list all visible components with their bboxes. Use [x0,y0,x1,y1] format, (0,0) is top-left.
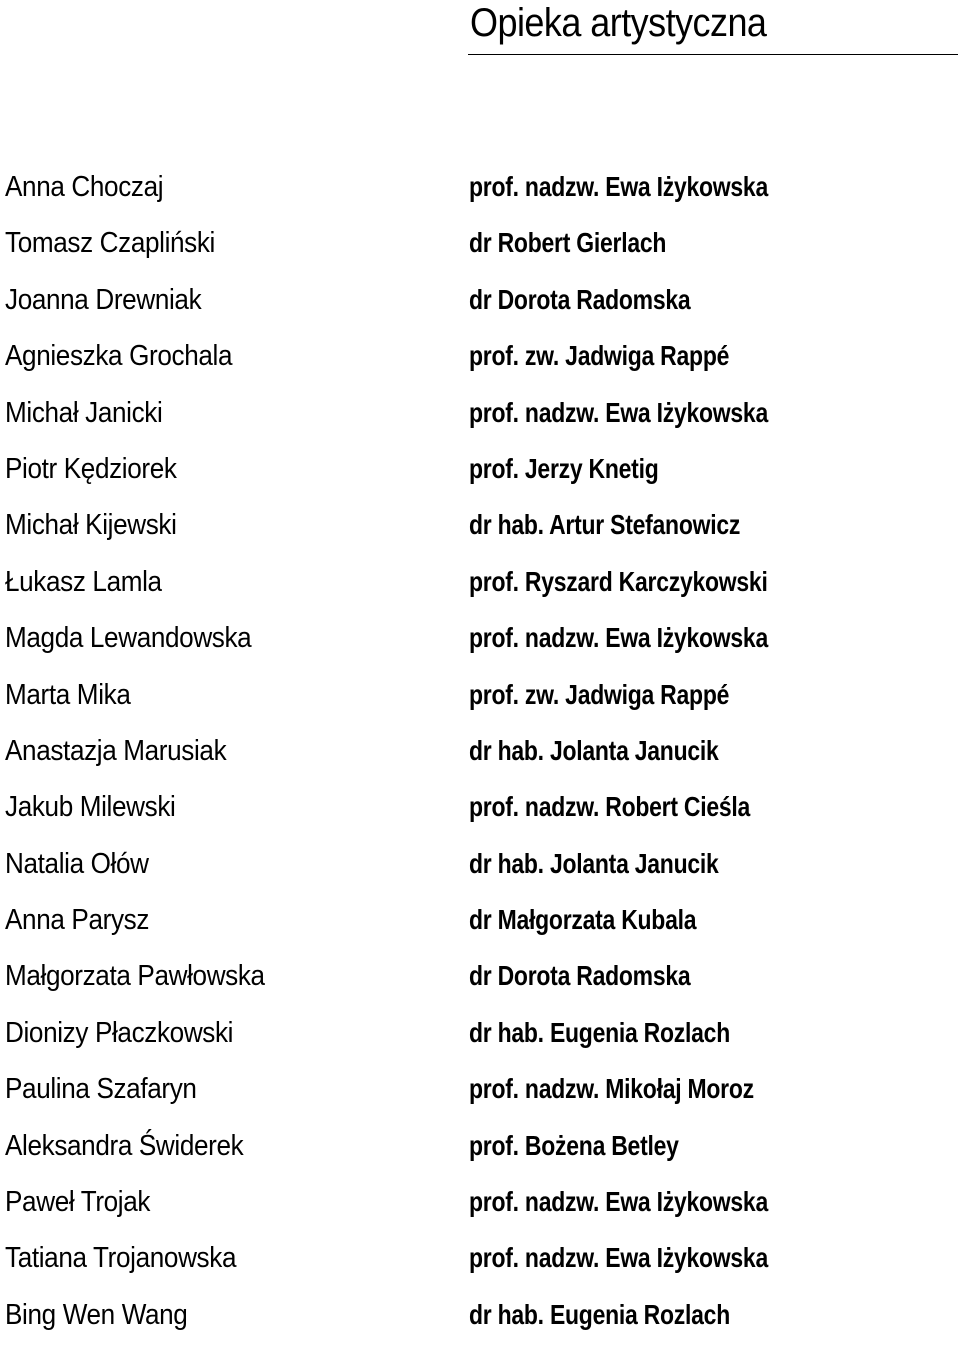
student-name: Agnieszka Grochala [5,340,233,373]
tutor-name: dr hab. Jolanta Janucik [469,847,719,879]
list-item [0,1067,960,1123]
tutor-name: dr hab. Artur Stefanowicz [469,509,741,541]
list-item [0,1293,960,1349]
tutor-name: prof. zw. Jadwiga Rappé [469,678,730,710]
page-header [468,0,958,55]
student-name: Bing Wen Wang [5,1298,188,1331]
list-item [0,616,960,672]
list-item [0,729,960,785]
list-item [0,560,960,616]
student-name: Dionizy Płaczkowski [5,1016,234,1049]
list-item [0,898,960,954]
tutor-name: prof. Ryszard Karczykowski [469,565,768,597]
tutor-name: prof. nadzw. Mikołaj Moroz [469,1073,754,1105]
tutor-name: dr Robert Gierlach [469,227,667,259]
list-item [0,785,960,841]
tutor-name: prof. nadzw. Ewa Iżykowska [469,396,768,428]
tutor-name: dr Dorota Radomska [469,283,691,315]
list-item [0,673,960,729]
list-item [0,1236,960,1292]
student-name: Anastazja Marusiak [5,734,227,767]
tutor-name: prof. nadzw. Ewa Iżykowska [469,1242,768,1274]
student-name: Michał Kijewski [5,509,177,542]
list-item [0,842,960,898]
tutor-name: prof. Bożena Betley [469,1129,679,1161]
student-name: Magda Lewandowska [5,622,252,655]
tutor-name: dr Małgorzata Kubala [469,904,697,936]
tutor-name: prof. nadzw. Ewa Iżykowska [469,1186,768,1218]
student-name: Aleksandra Świderek [5,1129,244,1162]
tutor-name: prof. nadzw. Ewa Iżykowska [469,171,768,202]
student-name: Marta Mika [5,678,131,711]
tutor-name: prof. nadzw. Robert Cieśla [469,791,751,823]
student-name: Anna Parysz [5,904,150,937]
list-item [0,954,960,1010]
tutor-name: dr hab. Eugenia Rozlach [469,1016,730,1048]
student-name: Joanna Drewniak [5,283,202,316]
student-name: Paulina Szafaryn [5,1073,197,1106]
page-title: Opieka artystyczna [470,1,767,45]
list-item [0,278,960,334]
student-name: Paweł Trojak [5,1186,151,1219]
student-name: Tomasz Czapliński [5,227,215,260]
tutor-name: dr hab. Eugenia Rozlach [469,1298,730,1330]
student-name: Tatiana Trojanowska [5,1242,237,1275]
list-item [0,221,960,277]
tutor-name: dr hab. Jolanta Janucik [469,734,719,766]
student-name: Małgorzata Pawłowska [5,960,265,993]
list-item [0,334,960,390]
student-tutor-list [0,165,960,1349]
list-item [0,1011,960,1067]
list-item [0,1180,960,1236]
student-name: Piotr Kędziorek [5,452,177,485]
student-name: Jakub Milewski [5,791,176,824]
student-name: Anna Choczaj [5,171,164,203]
list-item [0,1124,960,1180]
tutor-name: prof. zw. Jadwiga Rappé [469,340,730,372]
list-item [0,391,960,447]
student-name: Michał Janicki [5,396,163,429]
student-name: Łukasz Lamla [5,565,162,598]
tutor-name: dr Dorota Radomska [469,960,691,992]
student-name: Natalia Ołów [5,847,149,880]
tutor-name: prof. nadzw. Ewa Iżykowska [469,622,768,654]
tutor-name: prof. Jerzy Knetig [469,452,659,484]
list-item [0,165,960,221]
list-item [0,503,960,559]
list-item [0,447,960,503]
